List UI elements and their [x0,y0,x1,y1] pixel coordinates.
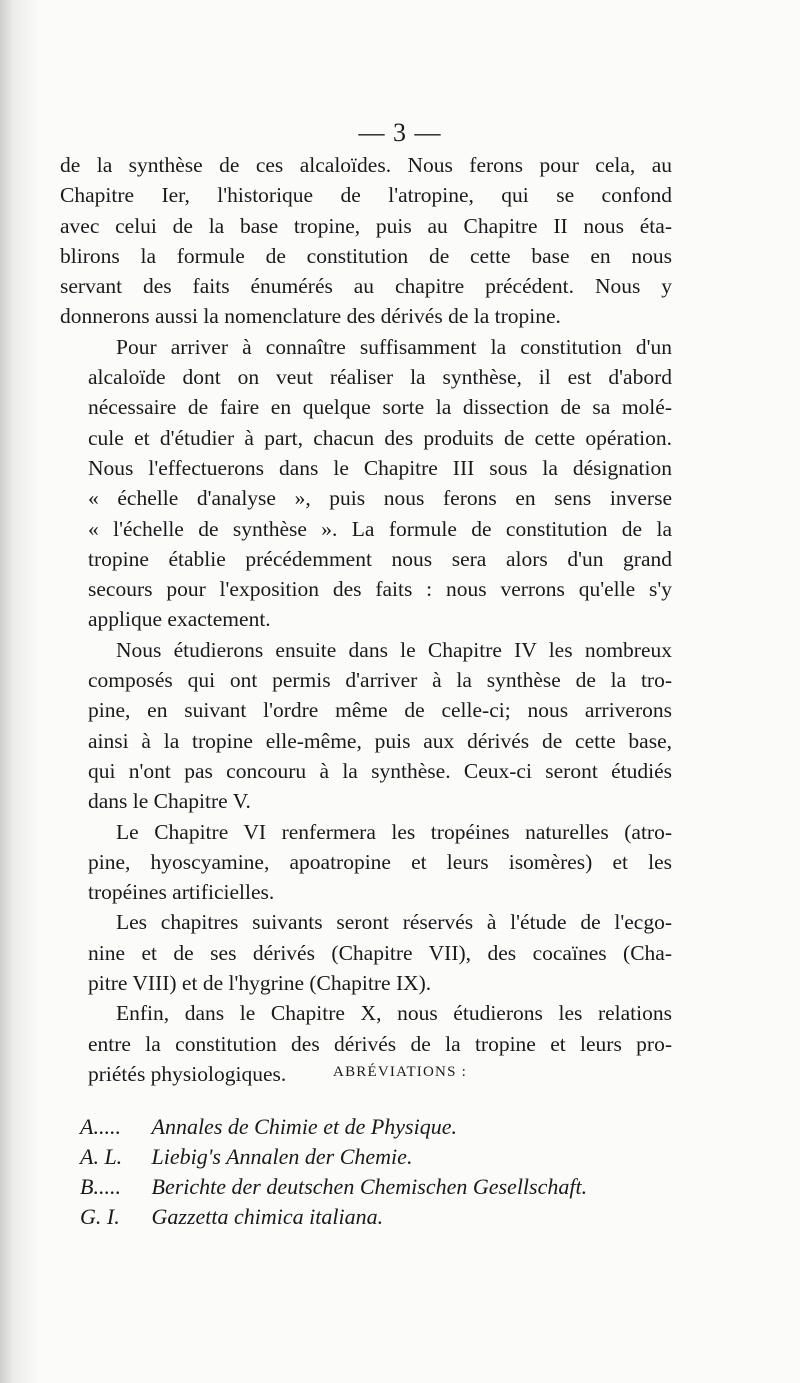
text-line: de la synthèse de ces alcaloïdes. Nous ferons pour cela, au [60,153,672,177]
abbreviation-value: Liebig's Annalen der Chemie. [151,1144,413,1169]
text-line: nine et de ses dérivés (Chapitre VII), des cocaïnes (Cha- [88,940,672,965]
text-line: tropéines artificielles. [88,880,275,905]
text-line: alcaloïde dont on veut réaliser la synthèse, il est d'abord [88,365,672,390]
text-line: ainsi à la tropine elle-même, puis aux dérivés de cette base, [88,728,672,753]
text-line: « l'échelle de synthèse ». La formule de constitution de la [88,516,672,541]
text-line: Nous étudierons ensuite dans le Chapitre IV les nombreux [116,637,672,662]
text-line: applique exactement. [88,607,271,632]
text-line: qui n'ont pas concouru à la synthèse. Ceux-ci seront étudiés [88,758,672,783]
paragraph [60,635,672,817]
paragraph [60,817,672,908]
text-line: Le Chapitre VI renfermera les tropéines naturelles (atro- [116,819,672,844]
text-line: priétés physiologiques. [88,1061,287,1086]
text-line: blirons la formule de constitution de cette base en nous [60,243,672,268]
paragraph [60,150,672,332]
text-line: Chapitre Ier, l'historique de l'atropine, qui se confond [60,183,672,208]
text-line: tropine établie précédemment nous sera alors d'un grand [88,546,672,571]
text-line: entre la constitution des dérivés de la tropine et leurs pro- [88,1031,672,1056]
text-line: avec celui de la base tropine, puis au Chapitre II nous éta- [60,213,672,238]
text-line: pine, hyoscyamine, apoatropine et leurs isomères) et les [88,849,672,874]
text-line: secours pour l'exposition des faits : nous verrons qu'elle s'y [88,577,672,602]
abbreviation-value: Annales de Chimie et de Physique. [151,1114,457,1139]
text-line: nécessaire de faire en quelque sorte la dissection de sa molé- [88,395,672,420]
text-line: dans le Chapitre V. [88,789,251,814]
abbreviation-key: A. L. [80,1144,123,1169]
abbreviation-key: A..... [80,1114,121,1139]
text-line: composés qui ont permis d'arriver à la synthèse de la tro- [88,668,672,693]
abbreviation-entry [80,1172,680,1202]
abbreviations-heading: ABRÉVIATIONS : [333,1064,467,1080]
abbreviation-value: Gazzetta chimica italiana. [151,1204,384,1229]
page-number: — 3 — [358,118,442,147]
text-line: Nous l'effectuerons dans le Chapitre III sous la désignation [88,455,672,480]
abbreviation-value: Berichte der deutschen Chemischen Gesellschaft. [151,1174,588,1199]
abbreviation-entry [80,1142,680,1172]
text-line: Enfin, dans le Chapitre X, nous étudierons les relations [116,1001,672,1026]
abbreviation-key: B..... [80,1174,121,1199]
text-line: servant des faits énumérés au chapitre précédent. Nous y [60,274,672,299]
text-line: pine, en suivant l'ordre même de celle-ci; nous arriverons [88,698,672,723]
abbreviation-key: G. I. [80,1204,120,1229]
abbreviation-entry [80,1112,680,1142]
paragraph [60,907,672,998]
text-line: donnerons aussi la nomenclature des dérivés de la tropine. [60,304,561,329]
body-text [60,150,672,1089]
text-line: Les chapitres suivants seront réservés à l'étude de l'ecgo- [116,910,672,935]
paragraph [60,332,672,635]
text-line: pitre VIII) et de l'hygrine (Chapitre IX). [88,971,432,996]
abbreviations-list [80,1112,680,1232]
abbreviation-entry [80,1202,680,1232]
text-line: « échelle d'analyse », puis nous ferons en sens inverse [88,486,672,511]
text-line: cule et d'étudier à part, chacun des produits de cette opération. [88,425,672,450]
text-line: Pour arriver à connaître suffisamment la constitution d'un [116,334,672,359]
